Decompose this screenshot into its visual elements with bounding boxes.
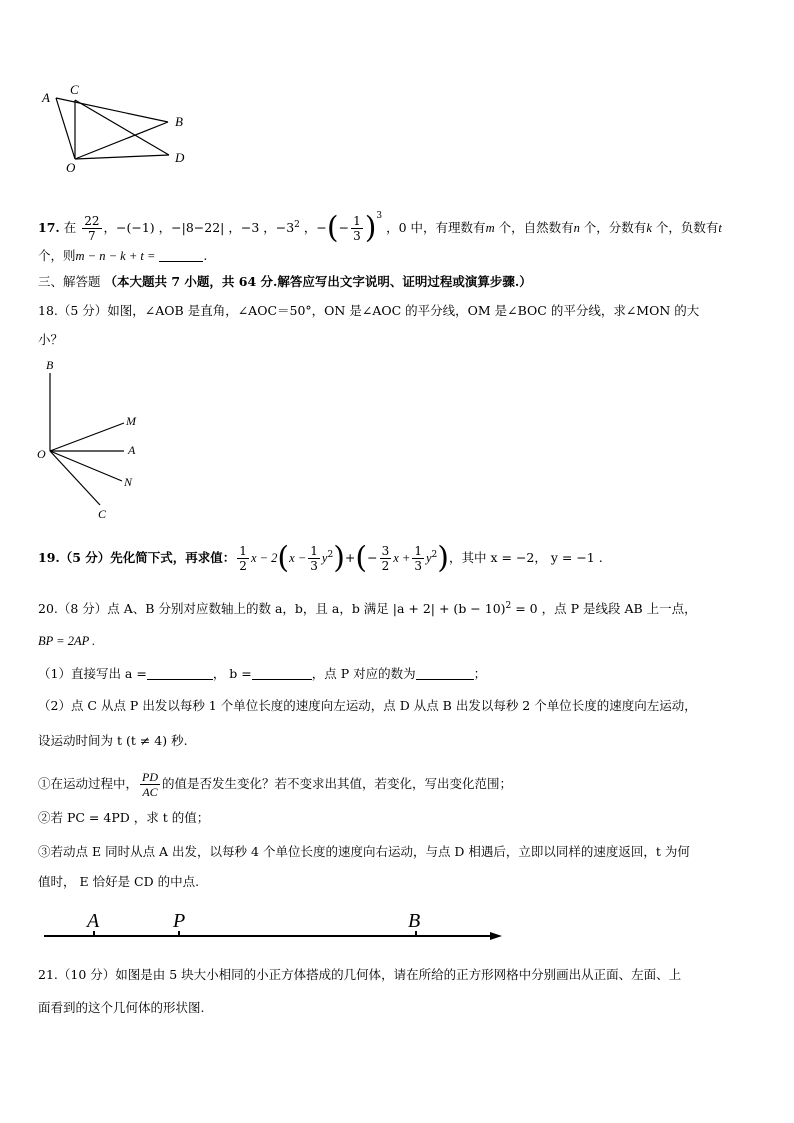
section-title: 三、解答题 （本大题共 7 小题，共 64 分.解答应写出文字说明、证明过程或演算步骤.） [38, 274, 532, 289]
q20-c3: ③若动点 E 同时从点 A 出发，以每秒 4 个单位长度的速度向右运动，与点 D 相遇后，立即以同样的速度返回，t 为何 [38, 844, 690, 859]
label-A: A [128, 443, 136, 457]
blank-a[interactable] [147, 665, 213, 680]
figure-angles [36, 355, 146, 525]
label-B: B [46, 358, 54, 372]
point-P: P [173, 910, 186, 932]
q17-line1: 17. 在 $\frac{22}{7}$ ，−(−1) ，−|8−22| ，−3 ，$-3^2$ ，−(− $\frac{1}{3}$ )$^3$ ，0 中，有理数有m 个，自然数有n 个，分数有k 个，负数有t [38, 210, 722, 246]
q18-line2: 小？ [38, 332, 64, 347]
blank-p[interactable] [416, 665, 474, 680]
label-A: A [42, 90, 50, 105]
q20-c1: ①在运动过程中， $\frac{PD}{AC}$ 的值是否发生变化？若不变求出其值，若变化，写出变化范围； [38, 770, 513, 799]
q18-line1: 18.（5 分）如图，∠AOB 是直角，∠AOC＝50°，ON 是∠AOC 的平分线，OM 是∠BOC 的平分线，求∠MON 的大 [38, 303, 700, 318]
q21-line2: 面看到的这个几何体的形状图. [38, 1000, 205, 1015]
label-B: B [175, 114, 183, 129]
q19-line: 19.（5 分）先化简下式，再求值： $\frac{1}{2}$ x − 2(x − $\frac{1}{3}$ $y^2)+(-$ $\frac{3}{2}$ x + $\frac{1}{3}$ $y^2$)，其中 x = −2， y = −1 . [38, 540, 603, 576]
q20-c2: ②若 PC = 4PD ，求 t 的值； [38, 810, 210, 825]
label-O: O [37, 447, 46, 461]
label-M: M [126, 414, 136, 428]
point-B: B [408, 910, 421, 932]
figure-number-line [40, 905, 510, 950]
figure-triangles [38, 82, 208, 177]
label-N: N [124, 475, 133, 489]
q17-line2: 个，则m − n − k + t = . [38, 248, 208, 263]
q20-line2: BP = 2AP . [38, 634, 96, 648]
point-A: A [87, 910, 100, 932]
q21-line1: 21.（10 分）如图是由 5 块大小相同的小正方体搭成的几何体，请在所给的正方形网格中分别画出从正面、左面、上 [38, 967, 682, 982]
answer-blank[interactable] [159, 247, 203, 262]
q20-sub2b: 设运动时间为 t (t ≠ 4) 秒. [38, 733, 188, 748]
blank-b[interactable] [252, 665, 312, 680]
q20-sub1: （1）直接写出 a = ， b = ，点 P 对应的数为 ； [38, 666, 487, 681]
q20-line1: 20.（8 分）点 A、B 分别对应数轴上的数 a，b，且 a，b 满足 $|a + 2| + (b - 10)^2 = 0$ ，点 P 是线段 AB 上一点， [38, 601, 697, 617]
label-O: O [66, 160, 76, 175]
label-D: D [175, 150, 185, 165]
q20-sub2: （2）点 C 从点 P 出发以每秒 1 个单位长度的速度向左运动，点 D 从点 B 出发以每秒 2 个单位长度的速度向左运动， [38, 698, 697, 713]
label-C: C [98, 507, 107, 521]
fraction-22-7: $\frac{22}{7}$ [84, 214, 100, 243]
label-C: C [70, 82, 79, 97]
q20-c3b: 值时， E 恰好是 CD 的中点. [38, 874, 200, 889]
